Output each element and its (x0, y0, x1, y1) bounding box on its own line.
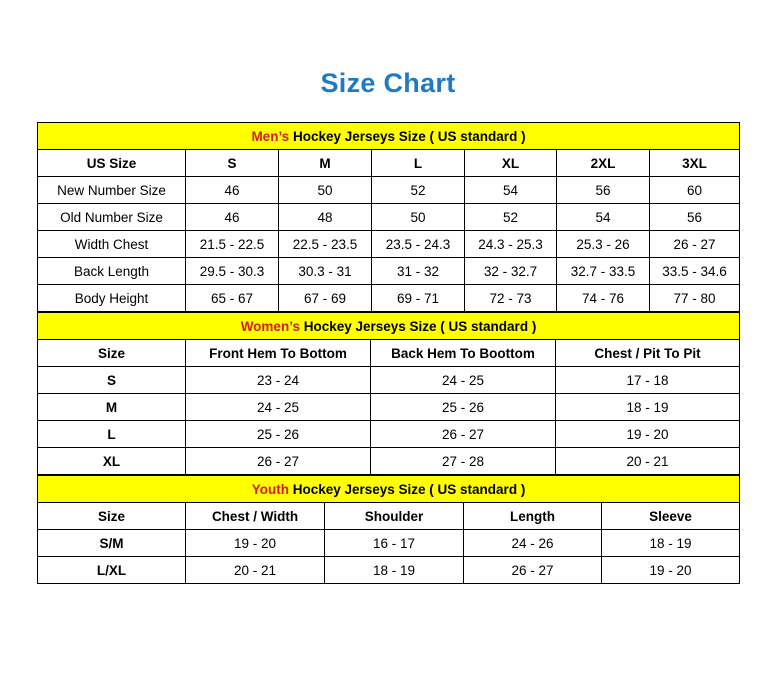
womens-row-2-val-1: 26 - 27 (371, 421, 556, 448)
youth-section-heading (38, 476, 740, 503)
mens-column-header-row (38, 150, 740, 177)
youth-row-0-val-0: 19 - 20 (186, 530, 325, 557)
womens-heading-accent: Women’s (240, 318, 300, 334)
womens-col-3: Chest / Pit To Pit (556, 340, 740, 367)
page-title: Size Chart (320, 68, 456, 98)
womens-col-2: Back Hem To Boottom (371, 340, 556, 367)
table-row (38, 231, 740, 258)
mens-row-1-val-2: 50 (372, 204, 465, 231)
womens-row-0-val-1: 24 - 25 (371, 367, 556, 394)
mens-row-4-val-3: 72 - 73 (465, 285, 557, 312)
mens-row-3-val-0: 29.5 - 30.3 (186, 258, 279, 285)
womens-column-header-row (38, 340, 740, 367)
mens-row-4-val-2: 69 - 71 (372, 285, 465, 312)
mens-heading-accent: Men’s (251, 128, 290, 144)
mens-row-0-val-4: 56 (557, 177, 650, 204)
table-row (38, 204, 740, 231)
youth-col-1: Chest / Width (186, 503, 325, 530)
mens-col-1: S (186, 150, 279, 177)
mens-row-3-val-3: 32 - 32.7 (465, 258, 557, 285)
mens-row-0-val-1: 50 (279, 177, 372, 204)
womens-row-2-val-0: 25 - 26 (186, 421, 371, 448)
table-row (38, 394, 740, 421)
mens-row-3-val-2: 31 - 32 (372, 258, 465, 285)
womens-size-table (37, 312, 740, 475)
womens-row-1-val-1: 25 - 26 (371, 394, 556, 421)
mens-row-3-val-1: 30.3 - 31 (279, 258, 372, 285)
womens-section-heading-row (38, 313, 740, 340)
mens-row-2-val-3: 24.3 - 25.3 (465, 231, 557, 258)
mens-section-heading-row (38, 123, 740, 150)
youth-row-0-val-1: 16 - 17 (325, 530, 464, 557)
mens-row-3-val-4: 32.7 - 33.5 (557, 258, 650, 285)
youth-size-table (37, 475, 740, 584)
youth-column-header-row (38, 503, 740, 530)
womens-row-0-val-2: 17 - 18 (556, 367, 740, 394)
youth-col-3: Length (464, 503, 602, 530)
mens-row-1-val-4: 54 (557, 204, 650, 231)
mens-row-3-label: Back Length (38, 258, 186, 285)
mens-row-2-val-2: 23.5 - 24.3 (372, 231, 465, 258)
mens-row-0-val-0: 46 (186, 177, 279, 204)
youth-section-heading-row (38, 476, 740, 503)
youth-row-1-val-3: 19 - 20 (602, 557, 740, 584)
table-row (38, 177, 740, 204)
mens-col-0: US Size (38, 150, 186, 177)
table-row (38, 557, 740, 584)
mens-col-3: L (372, 150, 465, 177)
youth-heading-rest: Hockey Jerseys Size ( US standard ) (288, 481, 526, 497)
mens-row-0-val-3: 54 (465, 177, 557, 204)
table-row (38, 448, 740, 475)
mens-row-1-val-1: 48 (279, 204, 372, 231)
mens-row-4-val-5: 77 - 80 (650, 285, 740, 312)
mens-row-4-val-1: 67 - 69 (279, 285, 372, 312)
womens-row-3-val-2: 20 - 21 (556, 448, 740, 475)
youth-row-1-val-0: 20 - 21 (186, 557, 325, 584)
youth-row-0-label: S/M (38, 530, 186, 557)
womens-col-1: Front Hem To Bottom (186, 340, 371, 367)
mens-row-1-val-3: 52 (465, 204, 557, 231)
mens-col-6: 3XL (650, 150, 740, 177)
youth-row-0-val-2: 24 - 26 (464, 530, 602, 557)
youth-col-4: Sleeve (602, 503, 740, 530)
youth-row-1-val-1: 18 - 19 (325, 557, 464, 584)
youth-row-1-val-2: 26 - 27 (464, 557, 602, 584)
mens-size-table (37, 122, 740, 312)
mens-row-4-label: Body Height (38, 285, 186, 312)
mens-col-2: M (279, 150, 372, 177)
size-chart-tables (37, 122, 739, 584)
mens-row-1-val-5: 56 (650, 204, 740, 231)
womens-heading-rest: Hockey Jerseys Size ( US standard ) (299, 318, 537, 334)
womens-row-0-val-0: 23 - 24 (186, 367, 371, 394)
mens-row-1-label: Old Number Size (38, 204, 186, 231)
table-row (38, 367, 740, 394)
youth-row-0-val-3: 18 - 19 (602, 530, 740, 557)
mens-row-0-label: New Number Size (38, 177, 186, 204)
table-row (38, 258, 740, 285)
mens-row-4-val-0: 65 - 67 (186, 285, 279, 312)
womens-row-1-label: M (38, 394, 186, 421)
table-row (38, 285, 740, 312)
mens-row-2-val-1: 22.5 - 23.5 (279, 231, 372, 258)
womens-section-heading (38, 313, 740, 340)
mens-section-heading (38, 123, 740, 150)
womens-col-0: Size (38, 340, 186, 367)
mens-row-0-val-5: 60 (650, 177, 740, 204)
mens-row-2-val-5: 26 - 27 (650, 231, 740, 258)
womens-row-3-val-1: 27 - 28 (371, 448, 556, 475)
table-row (38, 530, 740, 557)
womens-row-0-label: S (38, 367, 186, 394)
womens-row-1-val-2: 18 - 19 (556, 394, 740, 421)
mens-col-5: 2XL (557, 150, 650, 177)
mens-row-4-val-4: 74 - 76 (557, 285, 650, 312)
mens-row-1-val-0: 46 (186, 204, 279, 231)
womens-row-2-label: L (38, 421, 186, 448)
youth-row-1-label: L/XL (38, 557, 186, 584)
mens-row-2-val-0: 21.5 - 22.5 (186, 231, 279, 258)
youth-col-2: Shoulder (325, 503, 464, 530)
mens-row-0-val-2: 52 (372, 177, 465, 204)
youth-heading-accent: Youth (251, 481, 289, 497)
womens-row-3-label: XL (38, 448, 186, 475)
mens-heading-rest: Hockey Jerseys Size ( US standard ) (289, 128, 526, 144)
mens-col-4: XL (465, 150, 557, 177)
mens-row-2-label: Width Chest (38, 231, 186, 258)
mens-row-3-val-5: 33.5 - 34.6 (650, 258, 740, 285)
womens-row-2-val-2: 19 - 20 (556, 421, 740, 448)
womens-row-3-val-0: 26 - 27 (186, 448, 371, 475)
womens-row-1-val-0: 24 - 25 (186, 394, 371, 421)
youth-col-0: Size (38, 503, 186, 530)
table-row (38, 421, 740, 448)
mens-row-2-val-4: 25.3 - 26 (557, 231, 650, 258)
